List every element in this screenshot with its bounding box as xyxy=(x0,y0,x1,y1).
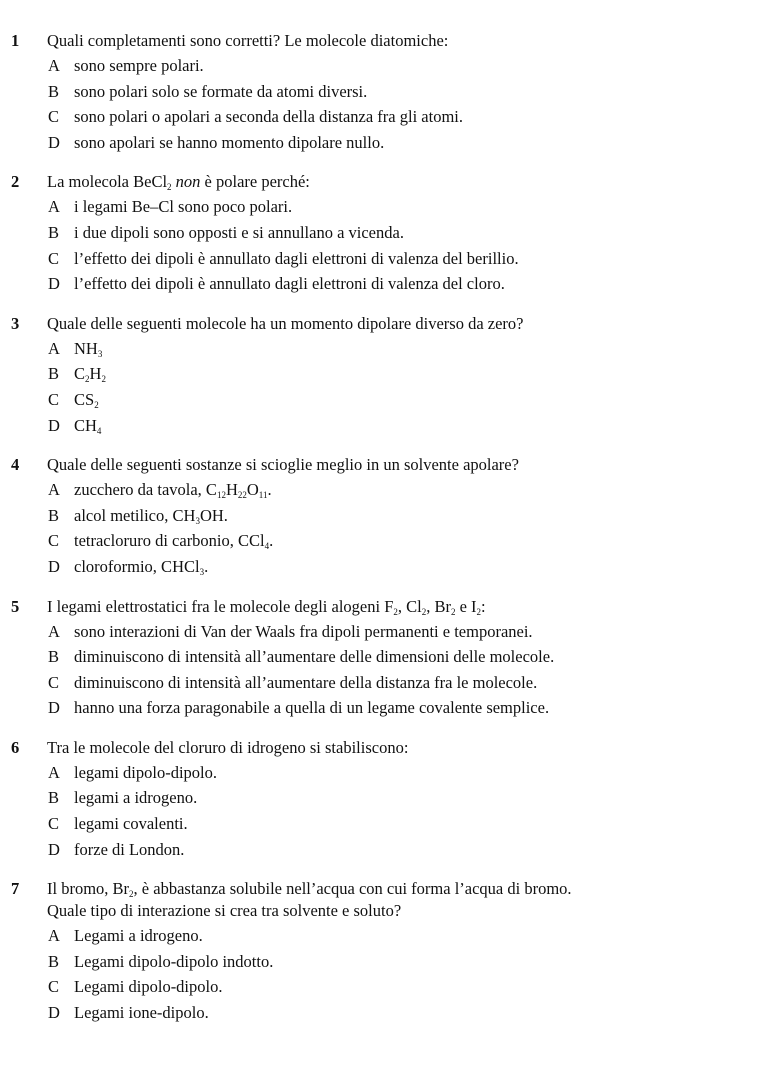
option-text: legami dipolo-dipolo. xyxy=(74,762,217,782)
option-text-part: . xyxy=(269,531,274,551)
option-text: sono polari o apolari a seconda della distanza fra gli atomi. xyxy=(74,107,463,127)
option-d[interactable] xyxy=(0,415,757,441)
option-list xyxy=(0,479,757,581)
option-b[interactable] xyxy=(0,646,757,672)
option-d[interactable] xyxy=(0,273,757,299)
option-letter: D xyxy=(48,556,60,576)
option-letter: C xyxy=(48,107,60,127)
option-a[interactable] xyxy=(0,338,757,364)
option-formula xyxy=(74,363,106,385)
subscript: 12 xyxy=(216,490,226,501)
option-text: i due dipoli sono opposti e si annullano a vicenda. xyxy=(74,222,404,242)
option-letter: A xyxy=(48,56,60,75)
option-b[interactable] xyxy=(0,505,757,531)
option-text: forze di London. xyxy=(74,839,185,859)
option-text xyxy=(74,556,208,578)
option-c[interactable] xyxy=(0,106,757,132)
option-letter: B xyxy=(48,81,60,101)
option-text-part: zucchero da tavola, C xyxy=(74,480,217,500)
option-letter: C xyxy=(48,814,60,834)
option-a[interactable] xyxy=(0,479,757,505)
subscript: 2 xyxy=(85,374,90,385)
option-b[interactable] xyxy=(0,222,757,248)
question-text-part: è polare perché: xyxy=(204,172,310,192)
option-list xyxy=(0,925,757,1027)
formula-part: O xyxy=(246,480,259,500)
question-text-part: I legami elettrostatici fra le molecole degli alogeni F xyxy=(47,596,394,616)
option-text: Legami dipolo-dipolo. xyxy=(74,977,223,997)
question-text: Quale delle seguenti molecole ha un momento dipolare diverso da zero? xyxy=(47,313,524,333)
option-letter: B xyxy=(48,222,60,242)
option-d[interactable] xyxy=(0,839,757,865)
option-list xyxy=(0,338,757,440)
subscript: 3 xyxy=(97,348,103,359)
question-text-part: La molecola BeCl xyxy=(47,172,168,192)
option-text: legami a idrogeno. xyxy=(74,788,198,808)
question-number: 1 xyxy=(11,31,20,50)
option-text: l’effetto dei dipoli è annullato dagli elettroni di valenza del berillio. xyxy=(74,248,519,268)
subscript: 3 xyxy=(195,515,200,526)
option-a[interactable] xyxy=(0,762,757,788)
subscript: 2 xyxy=(101,374,106,385)
question-2 xyxy=(0,171,757,298)
subscript: 2 xyxy=(393,606,398,617)
option-text: Legami dipolo-dipolo indotto. xyxy=(74,951,274,971)
question-text-line2: Quale tipo di interazione si crea tra solvente e soluto? xyxy=(47,901,402,921)
option-letter: A xyxy=(48,197,60,217)
question-text-part: , Br xyxy=(426,596,451,616)
formula-part: H xyxy=(89,364,102,384)
option-letter: B xyxy=(48,788,60,808)
option-list xyxy=(0,621,757,723)
option-text: diminuiscono di intensità all’aumentare delle dimensioni delle molecole. xyxy=(74,647,555,667)
question-number: 4 xyxy=(11,455,20,475)
question-text xyxy=(47,596,486,618)
option-letter: D xyxy=(48,415,60,435)
option-letter: B xyxy=(48,647,60,667)
option-formula xyxy=(74,338,102,360)
option-letter: C xyxy=(48,672,60,692)
formula-part: CS xyxy=(74,389,95,409)
question-text-part: : xyxy=(481,596,486,616)
question-3 xyxy=(0,313,757,440)
option-letter: C xyxy=(48,977,60,997)
option-b[interactable] xyxy=(0,787,757,813)
option-text-part: OH. xyxy=(199,505,228,525)
option-letter: A xyxy=(48,762,60,782)
option-a[interactable] xyxy=(0,55,757,81)
subscript: 2 xyxy=(476,606,482,617)
option-text: sono polari solo se formate da atomi diversi. xyxy=(74,81,368,101)
option-d[interactable] xyxy=(0,556,757,582)
option-text xyxy=(74,479,272,501)
question-number: 5 xyxy=(11,596,20,616)
option-a[interactable] xyxy=(0,925,757,951)
question-text-part: , Cl xyxy=(397,596,422,616)
formula-part: CH xyxy=(74,415,97,435)
option-text: l’effetto dei dipoli è annullato dagli elettroni di valenza del cloro. xyxy=(74,274,505,294)
option-letter: A xyxy=(48,338,60,358)
formula-part: C xyxy=(74,364,86,384)
option-c[interactable] xyxy=(0,813,757,839)
subscript: 4 xyxy=(264,541,270,552)
option-a[interactable] xyxy=(0,621,757,647)
option-text-part: tetracloruro di carbonio, CCl xyxy=(74,531,265,551)
option-a[interactable] xyxy=(0,196,757,222)
question-number: 6 xyxy=(11,737,20,757)
option-c[interactable] xyxy=(0,672,757,698)
option-list xyxy=(0,55,757,157)
option-text: diminuiscono di intensità all’aumentare della distanza fra le molecole. xyxy=(74,672,538,692)
question-text: Tra le molecole del cloruro di idrogeno si stabiliscono: xyxy=(47,737,409,757)
option-letter: D xyxy=(48,132,60,152)
option-letter: B xyxy=(48,364,60,384)
option-b[interactable] xyxy=(0,951,757,977)
emphasis-text: non xyxy=(175,172,201,192)
option-formula xyxy=(74,389,99,411)
option-text-part: cloroformio, CHCl xyxy=(74,556,200,576)
option-c[interactable] xyxy=(0,389,757,415)
question-text-part: , è abbastanza solubile nell’acqua con cui forma l’acqua di bromo. xyxy=(133,879,572,899)
option-letter: C xyxy=(48,248,60,268)
subscript: 2 xyxy=(450,606,456,617)
option-letter: B xyxy=(48,951,60,971)
question-text xyxy=(47,171,310,193)
subscript: 2 xyxy=(94,399,99,410)
option-letter: C xyxy=(48,531,60,551)
question-4 xyxy=(0,454,757,581)
option-letter: A xyxy=(48,480,60,500)
subscript: 2 xyxy=(421,606,427,617)
option-text: sono interazioni di Van der Waals fra dipoli permanenti e temporanei. xyxy=(74,621,533,641)
question-sheet xyxy=(0,30,757,1042)
question-text-part: Il bromo, Br xyxy=(47,879,130,899)
question-text: Quale delle seguenti sostanze si scioglie meglio in un solvente apolare? xyxy=(47,455,519,475)
question-text xyxy=(47,878,572,900)
option-text-part: . xyxy=(204,556,209,576)
option-text: sono sempre polari. xyxy=(74,56,204,75)
formula-part: NH xyxy=(74,338,98,358)
option-text: Legami ione-dipolo. xyxy=(74,1003,209,1023)
subscript: 3 xyxy=(199,566,205,577)
option-letter: A xyxy=(48,926,60,946)
option-formula xyxy=(74,415,101,437)
option-text xyxy=(74,530,273,552)
option-letter: C xyxy=(48,389,60,409)
option-letter: D xyxy=(48,839,60,859)
option-c[interactable] xyxy=(0,530,757,556)
question-number: 2 xyxy=(11,172,20,192)
subscript: 22 xyxy=(237,490,247,501)
option-b[interactable] xyxy=(0,363,757,389)
question-number: 3 xyxy=(11,313,20,333)
question-number: 7 xyxy=(11,879,20,899)
option-d[interactable] xyxy=(0,1002,757,1028)
formula-part: H xyxy=(225,480,238,500)
option-text xyxy=(74,505,228,527)
option-letter: D xyxy=(48,698,60,718)
option-text-part: alcol metilico, CH xyxy=(74,505,196,525)
option-letter: D xyxy=(48,1003,60,1023)
option-list xyxy=(0,762,757,864)
option-d[interactable] xyxy=(0,697,757,723)
subscript: 2 xyxy=(129,889,134,900)
option-text: Legami a idrogeno. xyxy=(74,926,203,946)
option-c[interactable] xyxy=(0,248,757,274)
question-5 xyxy=(0,596,757,723)
option-letter: B xyxy=(48,505,60,525)
option-text-part: . xyxy=(267,480,272,500)
option-c[interactable] xyxy=(0,976,757,1002)
option-d[interactable] xyxy=(0,132,757,158)
subscript: 2 xyxy=(167,182,172,193)
option-text: sono apolari se hanno momento dipolare nullo. xyxy=(74,132,385,152)
option-b[interactable] xyxy=(0,81,757,107)
subscript: 11 xyxy=(258,490,268,501)
option-letter: A xyxy=(48,621,60,641)
question-6 xyxy=(0,737,757,864)
option-list xyxy=(0,196,757,298)
option-letter: D xyxy=(48,274,60,294)
question-1 xyxy=(0,30,757,157)
question-text-part: e I xyxy=(455,596,477,616)
option-text: legami covalenti. xyxy=(74,814,188,834)
option-text: hanno una forza paragonabile a quella di un legame covalente semplice. xyxy=(74,698,550,718)
subscript: 4 xyxy=(96,425,102,436)
option-text: i legami Be–Cl sono poco polari. xyxy=(74,197,293,217)
question-7 xyxy=(0,878,757,1027)
question-text: Quali completamenti sono corretti? Le molecole diatomiche: xyxy=(47,31,449,50)
